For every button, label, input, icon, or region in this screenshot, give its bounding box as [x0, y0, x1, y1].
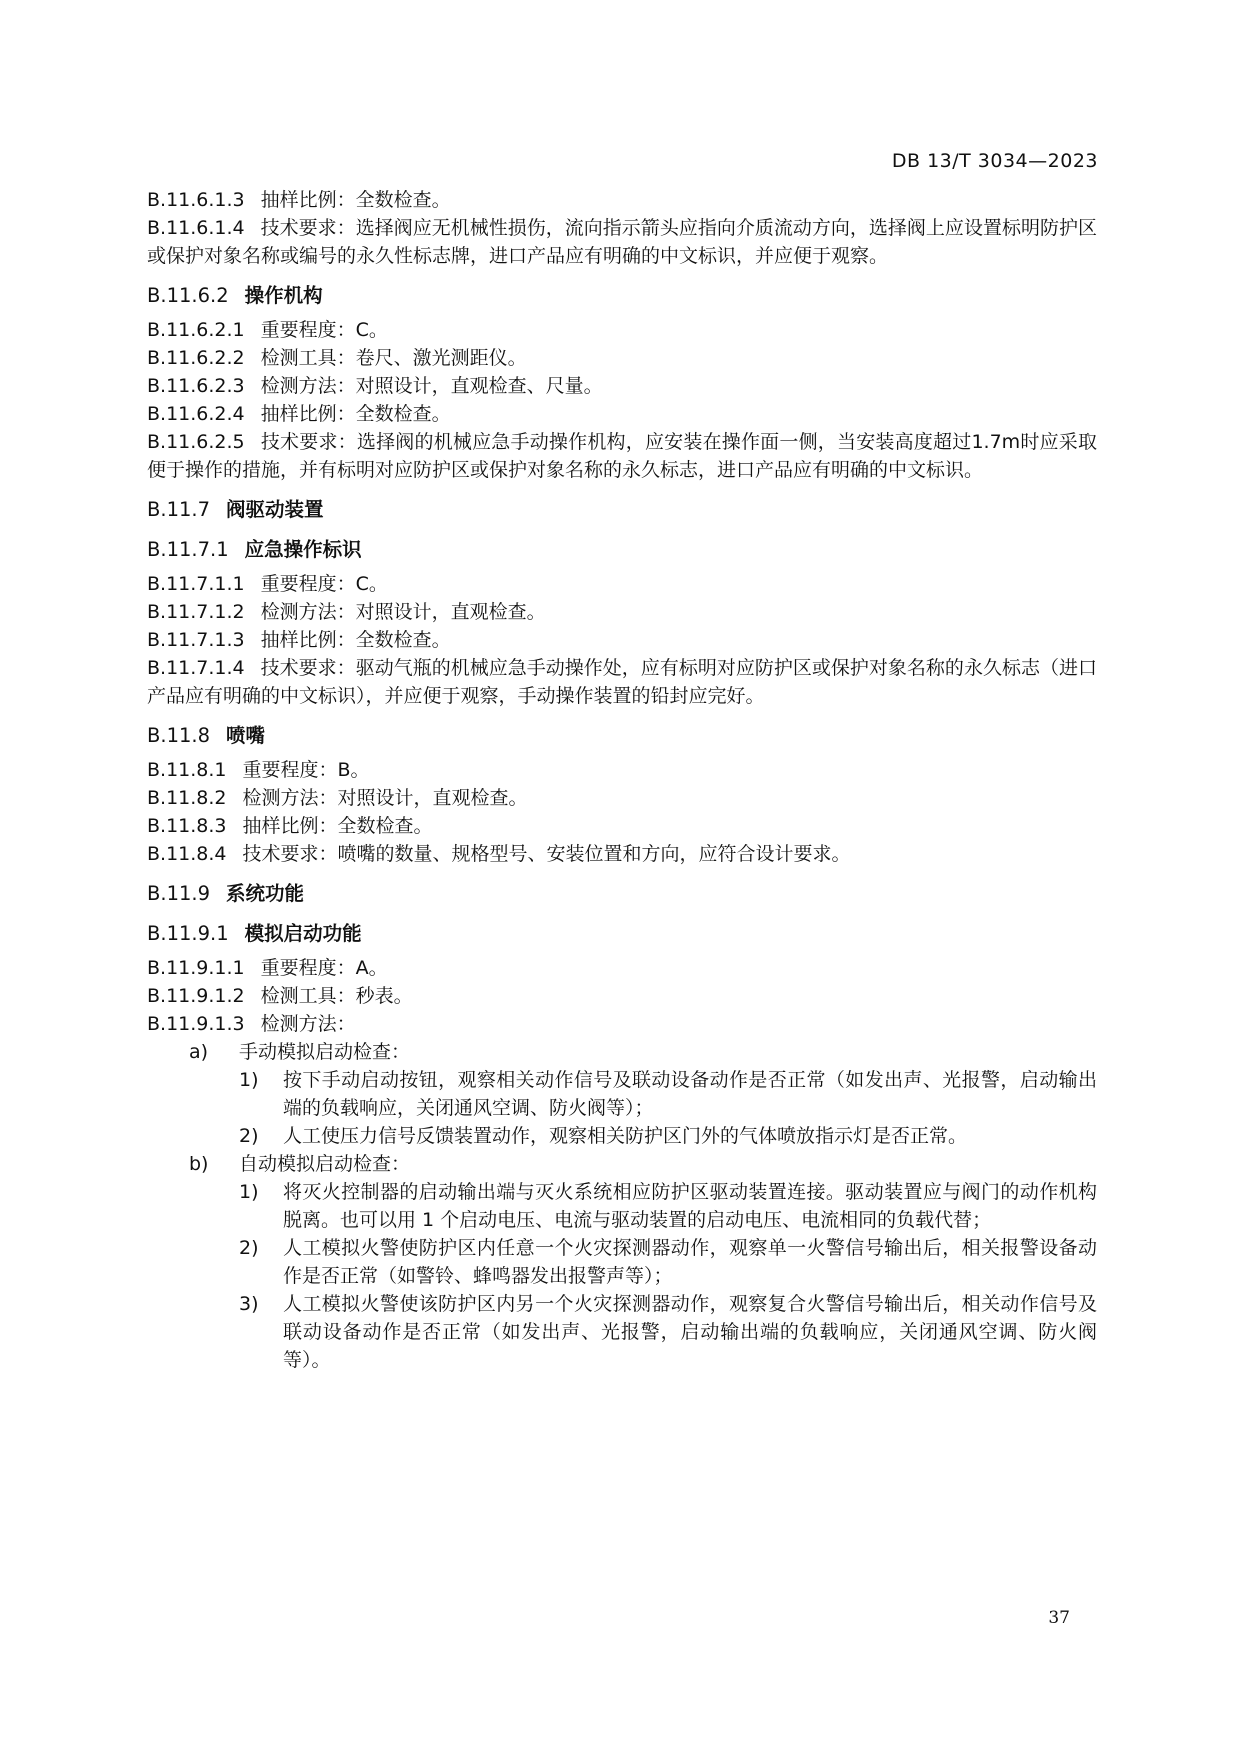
section-number: B.11.7.1 [147, 538, 229, 561]
section-title: 阀驱动装置 [226, 498, 324, 521]
list-item-text: 将灭火控制器的启动输出端与灭火系统相应防护区驱动装置连接。驱动装置应与阀门的动作机构脱离。也可以用 1 个启动电压、电流与驱动装置的启动电压、电流相同的负载代替； [283, 1181, 1097, 1231]
clause-number: B.11.8.1 [147, 759, 227, 781]
clause-text: 检测方法：对照设计，直观检查。 [242, 787, 528, 809]
clause-number: B.11.6.2.3 [147, 375, 245, 397]
clause [147, 186, 1097, 214]
clause [147, 1010, 1097, 1038]
list-item-text: 人工模拟火警使防护区内任意一个火灾探测器动作，观察单一火警信号输出后，相关报警设备动作是否正常（如警铃、蜂鸣器发出报警声等）； [283, 1237, 1097, 1287]
clause-text: 检测方法： [260, 1013, 356, 1035]
section-title: 操作机构 [244, 284, 323, 307]
clause [147, 756, 1097, 784]
sub-list-item [147, 1066, 1097, 1122]
clause-text: 技术要求：选择阀的机械应急手动操作机构，应安装在操作面一侧，当安装高度超过1.7m时应采取便于操作的措施，并有标明对应防护区或保护对象名称的永久标志，进口产品应有明确的中文标识。 [147, 431, 1097, 481]
list-marker: 1) [239, 1181, 259, 1203]
clause-number: B.11.6.2.4 [147, 403, 245, 425]
clause-number: B.11.8.2 [147, 787, 227, 809]
clause [147, 598, 1097, 626]
sub-list-item [147, 1290, 1097, 1374]
section-number: B.11.8 [147, 724, 210, 747]
clause [147, 626, 1097, 654]
section-title: 模拟启动功能 [244, 922, 362, 945]
page-number: 37 [1048, 1608, 1070, 1628]
clause-text: 检测工具：卷尺、激光测距仪。 [260, 347, 527, 369]
clause-text: 重要程度：B。 [242, 759, 370, 781]
clause-text: 抽样比例：全数检查。 [260, 189, 451, 211]
list-item-text: 人工使压力信号反馈装置动作，观察相关防护区门外的气体喷放指示灯是否正常。 [283, 1125, 968, 1147]
section-number: B.11.9.1 [147, 922, 229, 945]
clause-text: 检测方法：对照设计，直观检查、尺量。 [260, 375, 603, 397]
clause-number: B.11.6.2.1 [147, 319, 245, 341]
clause [147, 570, 1097, 598]
clause-number: B.11.9.1.1 [147, 957, 245, 979]
clause [147, 784, 1097, 812]
list-item-text: 人工模拟火警使该防护区内另一个火灾探测器动作，观察复合火警信号输出后，相关动作信号及联动设备动作是否正常（如发出声、光报警，启动输出端的负载响应，关闭通风空调、防火阀等）。 [283, 1293, 1097, 1371]
list-item [147, 1150, 1097, 1178]
clause-text: 抽样比例：全数检查。 [260, 629, 451, 651]
clause [147, 400, 1097, 428]
list-marker: 1) [239, 1069, 259, 1091]
list-item-text: 按下手动启动按钮，观察相关动作信号及联动设备动作是否正常（如发出声、光报警，启动输出端的负载响应，关闭通风空调、防火阀等）； [283, 1069, 1097, 1119]
clause-number: B.11.7.1.3 [147, 629, 245, 651]
section-heading [147, 880, 1097, 908]
clause-number: B.11.6.1.3 [147, 189, 245, 211]
list-item-text: 手动模拟启动检查： [239, 1041, 411, 1063]
clause-text: 技术要求：选择阀应无机械性损伤，流向指示箭头应指向介质流动方向，选择阀上应设置标明防护区或保护对象名称或编号的永久性标志牌，进口产品应有明确的中文标识，并应便于观察。 [147, 217, 1097, 267]
sub-list-item [147, 1178, 1097, 1234]
clause-text: 重要程度：C。 [260, 573, 388, 595]
clause-text: 抽样比例：全数检查。 [260, 403, 451, 425]
clause [147, 954, 1097, 982]
clause-text: 技术要求：喷嘴的数量、规格型号、安装位置和方向，应符合设计要求。 [242, 843, 851, 865]
clause [147, 316, 1097, 344]
document-body [147, 186, 1097, 1374]
section-heading [147, 722, 1097, 750]
clause-text: 重要程度：C。 [260, 319, 388, 341]
clause [147, 372, 1097, 400]
clause-text: 抽样比例：全数检查。 [242, 815, 433, 837]
sub-list-item [147, 1122, 1097, 1150]
clause-number: B.11.7.1.4 [147, 657, 245, 679]
clause [147, 812, 1097, 840]
clause-number: B.11.9.1.3 [147, 1013, 245, 1035]
section-title: 喷嘴 [226, 724, 266, 747]
clause-text: 检测工具：秒表。 [260, 985, 413, 1007]
clause-text: 重要程度：A。 [260, 957, 388, 979]
section-heading [147, 282, 1097, 310]
clause-number: B.11.7.1.2 [147, 601, 245, 623]
section-heading [147, 536, 1097, 564]
section-number: B.11.7 [147, 498, 210, 521]
clause-number: B.11.6.1.4 [147, 217, 245, 239]
list-item [147, 1038, 1097, 1066]
sub-list-item [147, 1234, 1097, 1290]
list-marker: b) [189, 1153, 209, 1175]
clause-text: 技术要求：驱动气瓶的机械应急手动操作处，应有标明对应防护区或保护对象名称的永久标志（进口产品应有明确的中文标识），并应便于观察，手动操作装置的铅封应完好。 [147, 657, 1097, 707]
clause-number: B.11.6.2.5 [147, 431, 245, 453]
clause [147, 214, 1097, 270]
clause-number: B.11.6.2.2 [147, 347, 245, 369]
document-code: DB 13/T 3034—2023 [891, 150, 1098, 172]
list-item-text: 自动模拟启动检查： [239, 1153, 411, 1175]
clause-number: B.11.7.1.1 [147, 573, 245, 595]
list-marker: 3) [239, 1293, 259, 1315]
clause-number: B.11.8.3 [147, 815, 227, 837]
section-title: 应急操作标识 [244, 538, 362, 561]
clause [147, 654, 1097, 710]
clause [147, 428, 1097, 484]
section-heading [147, 920, 1097, 948]
clause [147, 344, 1097, 372]
section-number: B.11.6.2 [147, 284, 229, 307]
list-marker: a) [189, 1041, 209, 1063]
list-marker: 2) [239, 1125, 259, 1147]
clause-number: B.11.9.1.2 [147, 985, 245, 1007]
section-title: 系统功能 [226, 882, 305, 905]
list-marker: 2) [239, 1237, 259, 1259]
clause [147, 840, 1097, 868]
clause [147, 982, 1097, 1010]
clause-number: B.11.8.4 [147, 843, 227, 865]
clause-text: 检测方法：对照设计，直观检查。 [260, 601, 546, 623]
section-heading [147, 496, 1097, 524]
section-number: B.11.9 [147, 882, 210, 905]
